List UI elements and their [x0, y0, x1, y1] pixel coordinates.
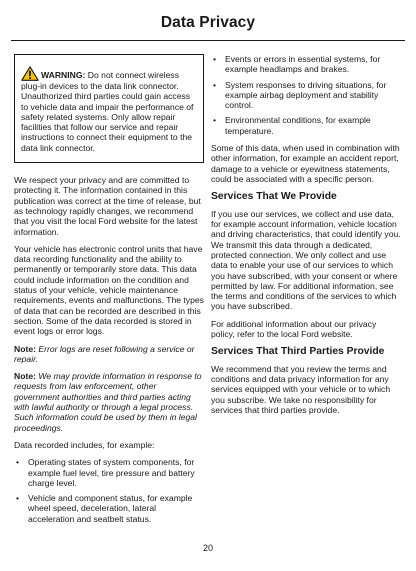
note-label: Note:	[14, 371, 36, 382]
data-combination-paragraph: Some of this data, when used in combination with other information, for example an accident report, damage to a vehicle or eyewitness statements, could be associated with a specific person.	[211, 143, 400, 184]
page-title: Data Privacy	[160, 14, 256, 31]
warning-box	[14, 54, 204, 163]
data-recorded-list	[14, 457, 204, 524]
title-divider	[11, 40, 405, 41]
note-label: Note:	[14, 343, 36, 354]
bullet-icon: •	[16, 493, 20, 504]
note-error-logs	[14, 344, 204, 365]
third-party-paragraph: We recommend that you review the terms and conditions and data privacy information for any services equipped with your vehicle or to which you subscribe. We take no responsibility for services that third parties provide.	[211, 363, 391, 416]
left-column	[14, 54, 204, 531]
list-item-text: Events or errors in essential systems, for example headlamps and brakes.	[225, 54, 381, 75]
data-recorded-intro: Data recorded includes, for example:	[14, 439, 155, 450]
warning-heading	[21, 70, 88, 80]
privacy-intro-paragraph: We respect your privacy and are committed to protecting it. The information contained in this publication was correct at the time of release, but as technology rapidly changes, we recommend that you visit the local Ford website for the latest information.	[14, 175, 201, 237]
warning-label: WARNING:	[41, 70, 86, 80]
privacy-policy-paragraph: For additional information about our privacy policy, refer to the local Ford website.	[211, 318, 377, 340]
list-item-text: Environmental conditions, for example temperature.	[225, 115, 371, 136]
list-item	[14, 457, 204, 488]
bullet-icon: •	[213, 54, 217, 64]
bullet-icon: •	[213, 115, 217, 126]
list-item	[211, 115, 401, 136]
data-recorded-list-continued	[211, 54, 401, 136]
list-item-text: Vehicle and component status, for example wheel speed, deceleration, lateral acceleration and seatbelt status.	[28, 493, 193, 524]
list-item	[211, 54, 401, 75]
list-item	[14, 493, 204, 524]
list-item-text: Operating states of system components, for example fuel level, tire pressure and battery charge level.	[28, 457, 195, 488]
note-law-enforcement	[14, 371, 204, 433]
page-number: 20	[202, 543, 213, 553]
list-item	[211, 80, 401, 111]
warning-triangle-icon	[21, 66, 39, 81]
services-paragraph: If you use our services, we collect and use data, for example account information, vehicle location and driving characteristics, that could identify you. We transmit this data through a dedicated, protected connection. We only collect and use data to enable your use of our services to which you have subscribed, with your consent or where permitted by law. For additional information, see the terms and conditions of the services to which you have subscribed.	[211, 208, 401, 312]
right-column	[211, 54, 401, 422]
bullet-icon: •	[213, 79, 217, 90]
note-text: We may provide information in response to requests from law enforcement, other government authorities and third parties acting with lawful authority or through a legal process. Such information could be used by them in legal proceedings.	[14, 371, 202, 433]
list-item-text: System responses to driving situations, for example airbag deployment and stability control.	[225, 79, 387, 111]
data-recording-paragraph: Your vehicle has electronic control units that have data recording functionality and the ability to permanently or temporarily store data. This data could include information on the condition and status of your vehicle, vehicle maintenance requirements, events and malfunctions. The types of data that can be recorded are described in this section. Some of the data recorded is stored in event logs or error logs.	[14, 243, 204, 337]
note-text: Error logs are reset following a service or repair.	[14, 343, 195, 364]
section-heading-third-party-services: Services That Third Parties Provide	[211, 346, 385, 358]
warning-text: Do not connect wireless plug-in devices to the data link connector. Unauthorized third parties could gain access to vehicle data and impair the performance of safety related systems. Only allow repair facilities that follow our service and repair instructions to connect their equipment to the data link connector.	[21, 70, 194, 153]
section-heading-services-we-provide: Services That We Provide	[211, 191, 337, 203]
bullet-icon: •	[16, 457, 20, 468]
